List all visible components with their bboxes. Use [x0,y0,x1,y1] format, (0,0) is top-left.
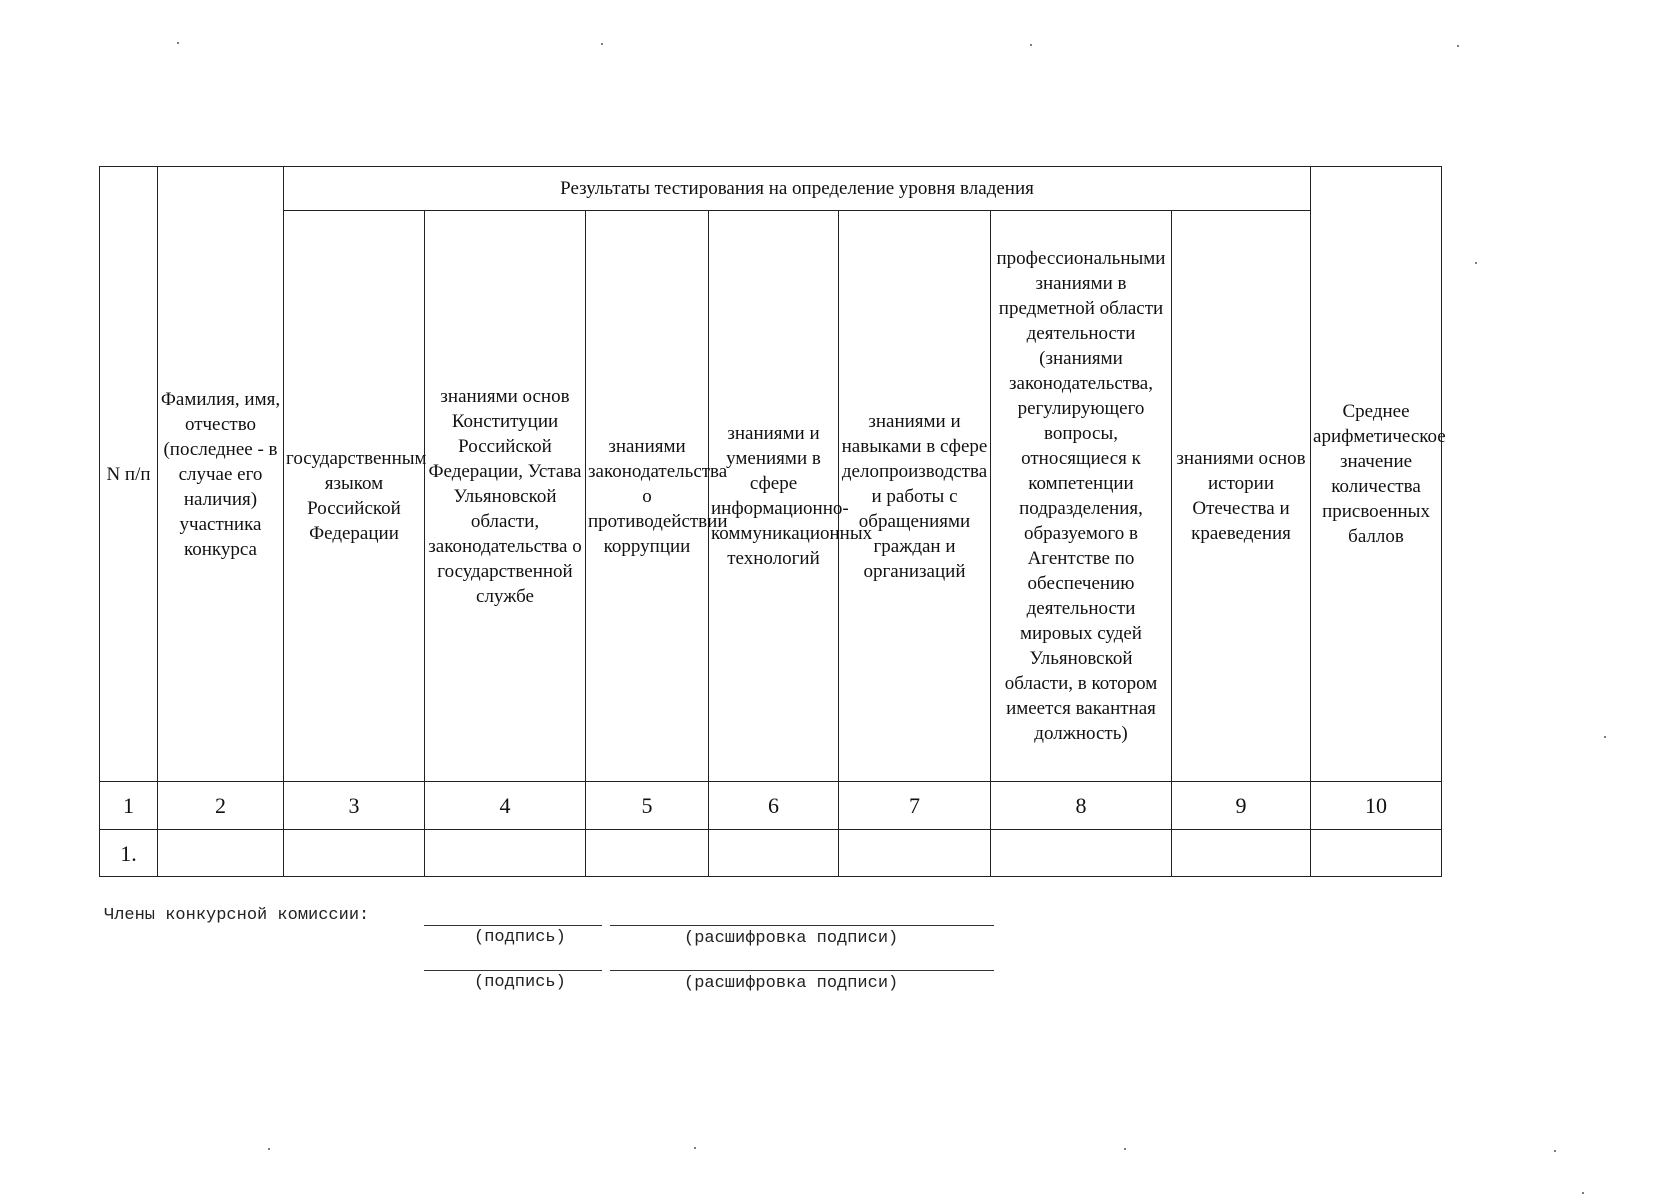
scan-speck [1124,1148,1126,1150]
scan-speck [1457,45,1459,47]
table-cell[interactable] [425,830,586,877]
scan-speck [694,1147,696,1149]
table-cell[interactable] [1172,830,1311,877]
column-number: 4 [425,782,586,830]
results-table [99,166,1446,877]
scan-speck [1604,736,1606,738]
signature-caption: (подпись) [474,973,566,992]
decoding-caption: (расшифровка подписи) [684,974,899,993]
commission-members-label: Члены конкурсной комиссии: [104,906,370,925]
header-full-name: Фамилия, имя, отчество (последнее - в случае его наличия) участника конкурса [158,167,284,782]
table-cell[interactable] [284,830,425,877]
header-constitution: знаниями основ Конституции Российской Федерации, Устава Ульяновской области, законодательства о государственной службе [425,211,586,782]
table-cell[interactable] [586,830,709,877]
decoding-caption: (расшифровка подписи) [684,929,899,948]
table-cell[interactable] [839,830,991,877]
scan-speck [1554,1150,1556,1152]
decoding-line[interactable] [610,970,994,971]
column-number: 10 [1311,782,1442,830]
table-cell[interactable] [158,830,284,877]
scan-speck [1582,1192,1584,1194]
signature-line[interactable] [424,970,602,971]
table-row [100,830,1442,877]
header-records-management: знаниями и навыками в сфере делопроизводства и работы с обращениями граждан и организаций [839,211,991,782]
header-average-score: Среднее арифметическое значение количества присвоенных баллов [1311,167,1442,782]
column-number: 3 [284,782,425,830]
scan-speck [1475,262,1477,264]
scan-speck [601,43,603,45]
header-ict: знаниями и умениями в сфере информационно-коммуникационных технологий [709,211,839,782]
column-number: 1 [100,782,158,830]
column-number: 9 [1172,782,1311,830]
column-number: 2 [158,782,284,830]
column-number: 5 [586,782,709,830]
header-anti-corruption: знаниями законодательства о противодействии коррупции [586,211,709,782]
signature-caption: (подпись) [474,928,566,947]
table-cell: 1. [100,830,158,877]
decoding-line[interactable] [610,925,994,926]
table-cell[interactable] [1311,830,1442,877]
scan-speck [1030,44,1032,46]
scan-speck [177,42,179,44]
table-cell[interactable] [991,830,1172,877]
header-professional-knowledge: профессиональными знаниями в предметной области деятельности (знаниями законодательства, регулирующего вопросы, относящиеся к компетенции подразделения, образуемого в Агентстве по обеспечению деятельности мировых судей Ульяновской области, в котором имеется вакантная должность) [991,211,1172,782]
column-number: 6 [709,782,839,830]
scan-speck [268,1148,270,1150]
column-number: 7 [839,782,991,830]
header-history: знаниями основ истории Отечества и краеведения [1172,211,1311,782]
column-number: 8 [991,782,1172,830]
header-number: N п/п [100,167,158,782]
header-state-language: государственным языком Российской Федерации [284,211,425,782]
signature-line[interactable] [424,925,602,926]
header-test-results: Результаты тестирования на определение уровня владения [284,167,1311,211]
table-cell[interactable] [709,830,839,877]
